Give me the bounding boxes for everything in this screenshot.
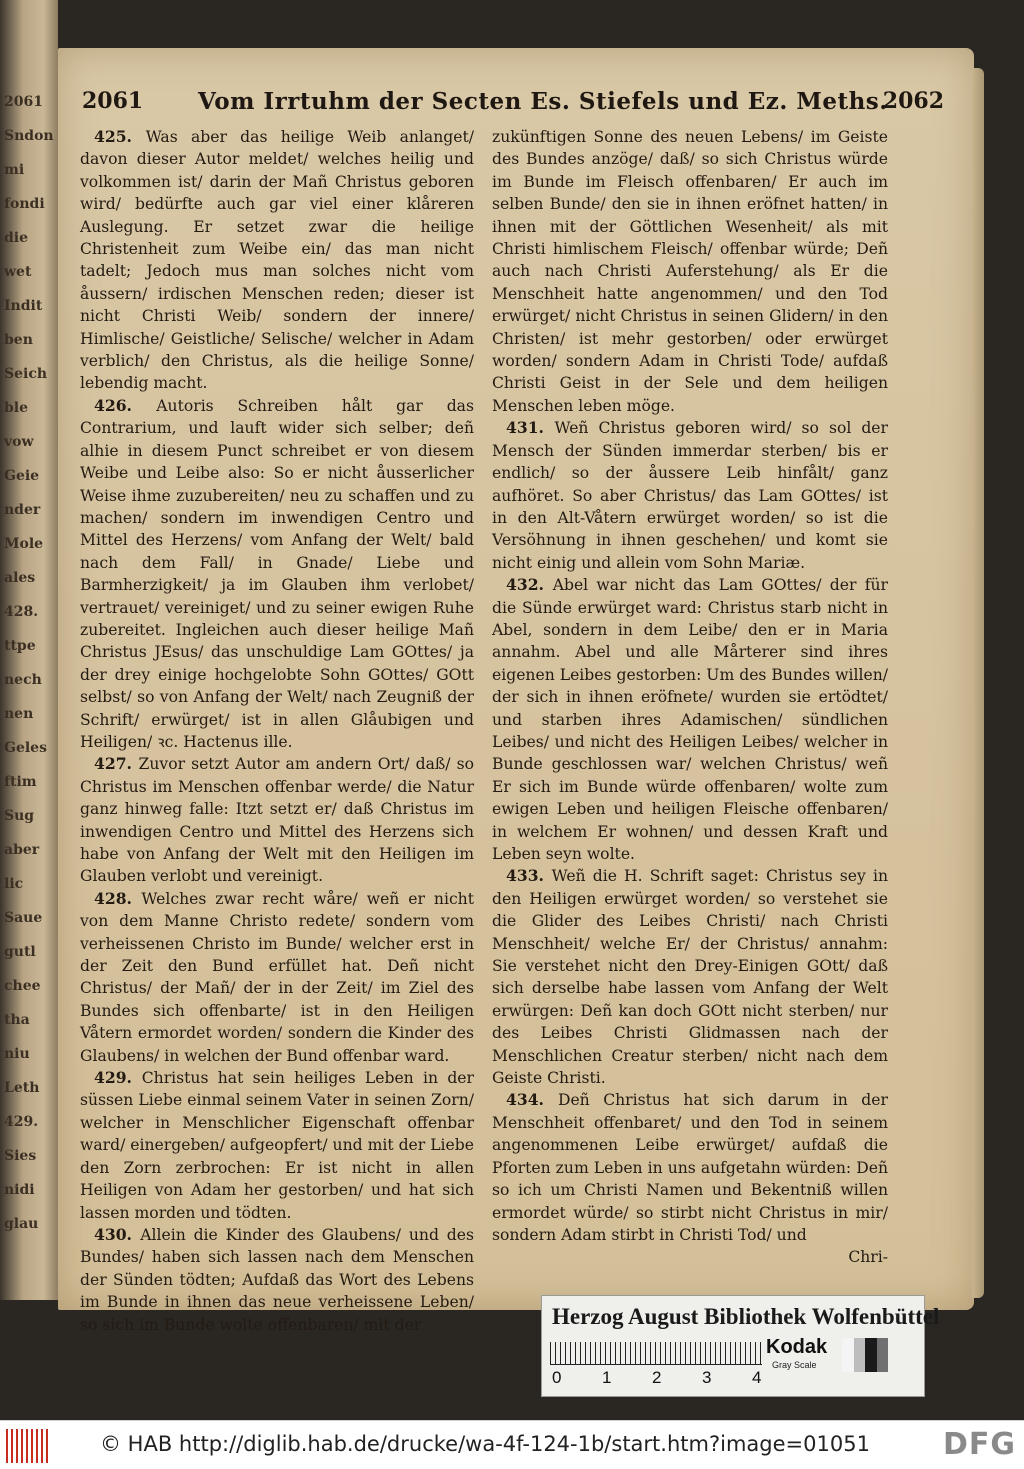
left-page-fragment: ben: [4, 332, 33, 348]
paragraph: [80, 888, 474, 1067]
paragraph: [492, 865, 888, 1089]
left-page-fragment: chee: [4, 978, 41, 994]
paragraph-text: Weñ die H. Schrift saget: Christus sey in den Heiligen erwürget worden/ so verstehet sie die Glider des Leibes Christi/ nach Christi Menschheit/ welche Er/ der Christus/ annahm: Sie verstehet nicht den Drey-Einigen GOtt/ daß sich derselbe habe lassen vom Anfang der Welt erwürgen: Deñ kan doch GOtt nicht sterben/ nur des Leibes Christi Glidmassen nach der Menschlichen Creatur sterben/ nicht nach dem Geiste Christi.: [492, 867, 888, 1088]
paragraph: [492, 417, 888, 574]
library-color-target: [541, 1295, 940, 1397]
left-page-fragment: aber: [4, 842, 40, 858]
page-number-right: 2062: [882, 88, 944, 114]
left-page-fragment: nder: [4, 502, 41, 518]
left-page-fragment: mi: [4, 162, 25, 178]
paragraph-text: Abel war nicht das Lam GOttes/ der für die Sünde erwürget ward: Christus starb nicht in Abel, sondern in dem Leibe/ den er in Maria annahm. Abel und alle Mårterer sind ihres eigenen Leibes gestorben: Um des Bundes willen/ der sich in ihnen eröfnete/ wurden sie ertödtet/ und starben ihres Adamischen/ sündlichen Leibes/ und nicht des Heiligen Leibes/ welcher in Bunde geschlossen war/ welchen Christus/ weñ Er sich im Bunde würde offenbaren/ wolte zum ewigen Leben und heiligen Fleische offenbaren/ in welchem Er wohnen/ und dessen Kraft und Leben seyn wolte.: [492, 576, 888, 863]
ruler-number: 1: [602, 1368, 612, 1387]
left-page-fragment: 428.: [4, 604, 39, 620]
gray-scale-label: Gray Scale: [772, 1360, 817, 1370]
left-page-fragment: Indit: [4, 298, 43, 314]
paragraph-text: Was aber das heilige Weib anlanget/ davon dieser Autor meldet/ welches heilig und volkommen ist/ darin der Mañ Christus geboren wird/ bedürfte auch gar viel einer klåreren Auslegung. Er setzet zwar die heilige Christenheit zum Weibe ein/ das man nicht tadelt; Jedoch mus man solches nicht vom åussern/ irdischen Menschen reden; dieser ist nicht Christi Weib/ sondern der innere/ Himlische/ Geistliche/ Selische/ welcher in Adam verblich/ den Christus, als die heilige Sonne/ lebendig macht.: [80, 128, 474, 393]
ruler-number: 2: [652, 1368, 662, 1387]
left-page-edge: [0, 0, 58, 1300]
ruler-scale: [550, 1342, 762, 1365]
paragraph-number: 431.: [506, 418, 555, 438]
left-page-fragment: 2061: [4, 94, 43, 110]
paragraph-text: Weñ Christus geboren wird/ so sol der Mensch der Sünden immerdar sterben/ bis er endlich/ so der åussere Leib hinfålt/ ganz aufhöret. So aber Christus/ das Lam GOttes/ ist in den Alt-Våtern erwürget worden/ so ist die Versöhnung in ihnen geschehen/ und komt sie nicht einig und allein vom Sohn Mariæ.: [492, 419, 888, 572]
left-page-fragment: Seich: [4, 366, 48, 382]
left-page-fragment: wet: [4, 264, 32, 280]
left-page-fragment: tha: [4, 1012, 30, 1028]
left-page-fragment: lic: [4, 876, 24, 892]
left-page-fragment: 429.: [4, 1114, 39, 1130]
paragraph-text: Christus hat sein heiliges Leben in der süssen Liebe einmal seinem Vater in seinen Zorn/ welcher in Menschlicher Eigenschaft offenbar ward/ einergeben/ aufgeopfert/ und mit der Liebe den Zorn zerbrochen: Er ist nicht in allen Heiligen von Adam her gestorben/ und hat sich lassen morden und tödten.: [80, 1069, 474, 1222]
left-page-fragment: ttpe: [4, 638, 36, 654]
paragraph: [492, 126, 888, 417]
paragraph: [80, 1067, 474, 1224]
paragraph-text: Welches zwar recht wåre/ weñ er nicht von dem Manne Christo redete/ sondern vom verheissenen Christo im Bunde/ welcher erst in der Zeit den Bund erfüllet hat. Deñ nicht Christus/ der Mañ/ der in der Zeit/ im Ziel des Bundes sich offenbarte/ ist in den Heiligen Våtern ermordet worden/ sondern die Kinder des Glaubens/ in welchen der Bund offenbar ward.: [80, 889, 474, 1065]
catchword: Chri-: [848, 1248, 888, 1267]
left-page-fragment: nen: [4, 706, 34, 722]
ruler-number: 3: [702, 1368, 712, 1387]
gray-scale-patches: [842, 1338, 888, 1372]
paragraph-text: Autoris Schreiben hålt gar das Contrarium, und lauft wider sich selber; deñ alhie in diesem Punct schreibet er von diesem Weibe und Leibe also: So er nicht åusserlicher Weise ihme zuzubereiten/ neu zu schaffen und zu machen/ sondern im inwendigen Centro und Mittel des Herzens/ vom Anfang der Welt/ bald nach dem Fall/ in Gnade/ Liebe und Barmherzigkeit/ ja im Glauben ihm verlobet/ vertrauet/ vereiniget/ und zu seiner ewigen Ruhe zubereitet. Ingleichen auch dieser heilige Mañ Christus JEsus/ das unschuldige Lam GOttes/ ja der drey einige hochgelobte Sohn GOttes/ GOtt selbst/ so von Anfang der Welt/ nach Zeugniß der Schrift/ erwürget/ ist in allen Glåubigen und Heiligen/ ꝛc. Hactenus ille.: [80, 396, 474, 751]
left-page-fragment: gutl: [4, 944, 36, 960]
paragraph-text: Zuvor setzt Autor am andern Ort/ daß/ so Christus im Menschen offenbar werde/ die Natur ganz hinweg falle: Itzt setzt er/ daß Christus im inwendigen Centro und Mittel des Herzens sich habe von Anfang der Welt mit den Heiligen im Glauben verlobt und vereinigt.: [80, 755, 474, 886]
paragraph-number: 428.: [94, 888, 142, 908]
kodak-logo: Kodak: [766, 1336, 828, 1358]
copyright-url[interactable]: © HAB http://diglib.hab.de/drucke/wa-4f-124-1b/start.htm?image=01051: [100, 1432, 870, 1456]
left-page-fragment: ftim: [4, 774, 37, 790]
dfg-logo: DFG: [942, 1427, 1016, 1462]
paragraph-number: 433.: [506, 866, 552, 886]
left-page-fragment: glau: [4, 1216, 39, 1232]
left-page-fragment: vow: [4, 434, 34, 450]
left-page-fragment: Geie: [4, 468, 40, 484]
barcode-icon: [6, 1429, 50, 1463]
left-page-fragment: die: [4, 230, 29, 246]
paragraph: [80, 126, 474, 395]
left-page-fragment: Mole: [4, 536, 44, 552]
ruler-number: 0: [552, 1368, 562, 1387]
paragraph-number: 432.: [506, 575, 553, 595]
paragraph-number: 430.: [94, 1224, 141, 1244]
page-number-left: 2061: [82, 88, 144, 114]
page-header: [78, 88, 944, 122]
ruler-number: 4: [752, 1368, 762, 1387]
paragraph-number: 427.: [94, 754, 139, 774]
right-text-column: [492, 126, 888, 1269]
paragraph-text: Deñ Christus hat sich darum in der Menschheit offenbaret/ und den Tod in seinem angenommenen Leibe erwürget/ aufdaß die Pforten zum Leben in uns aufgetahn würden: Deñ so ich um Christi Namen und Bekentniß willen ermordet würde/ so stirbt nicht Christus in mir/ sondern Adam stirbt in Christi Tod/ und: [492, 1091, 888, 1244]
paragraph-number: 429.: [94, 1068, 142, 1088]
gray-patch: [865, 1338, 877, 1372]
left-page-fragment: Sndon: [4, 128, 54, 144]
gray-patch: [842, 1338, 854, 1372]
gray-patch: [854, 1338, 866, 1372]
gray-patch: [877, 1338, 889, 1372]
left-page-fragment: Leth: [4, 1080, 40, 1096]
paragraph-number: 426.: [94, 395, 157, 415]
left-page-fragment: niu: [4, 1046, 30, 1062]
paragraph: [492, 574, 888, 865]
left-page-fragment: Sug: [4, 808, 35, 824]
paragraph: [492, 1089, 888, 1246]
page-edge: [972, 68, 984, 1298]
paragraph-number: 425.: [94, 127, 146, 146]
paragraph: [80, 753, 474, 887]
left-page-fragment: Saue: [4, 910, 43, 926]
paragraph-text: zukünftigen Sonne des neuen Lebens/ im Geiste des Bundes anzöge/ daß/ so sich Christus würde im Bunde im Fleisch offenbaren/ Er auch im selben Bunde/ den sie in ihnen eröfnet hatten/ in ihnen mit der Göttlichen Wesenheit/ als mit Christi himlischem Fleisch/ offenbar würde; Deñ auch nach Christi Auferstehung/ als Er die Menschheit hatte angenommen/ und den Tod erwürget/ nicht Christus in seinen Glidern/ in den Christen/ ist mehr gestorben/ oder erwürget worden/ sondern Adam in Christi Tode/ aufdaß Christi Geist in der Sele und dem heiligen Menschen leben möge.: [492, 128, 888, 415]
left-page-fragment: nech: [4, 672, 42, 688]
left-page-fragment: fondi: [4, 196, 45, 212]
paragraph-text: Allein die Kinder des Glaubens/ und des Bundes/ haben sich lassen nach dem Menschen der Sünden tödten; Aufdaß das Wort des Lebens im Bunde in ihnen das neue verheissene Leben/ so sich im Bunde wolte offenbaren/ mit der: [80, 1225, 474, 1334]
left-page-fragment: Sies: [4, 1148, 37, 1164]
left-page-fragment: nidi: [4, 1182, 35, 1198]
left-text-column: [80, 126, 474, 1336]
viewer-footer: [0, 1420, 1024, 1469]
paragraph-number: 434.: [506, 1090, 558, 1110]
left-page-fragment: Geles: [4, 740, 47, 756]
paragraph: [80, 395, 474, 754]
library-name: Herzog August Bibliothek Wolfenbüttel: [552, 1304, 940, 1329]
running-head: Vom Irrtuhm der Secten Es. Stiefels und Ez. Meths.: [198, 88, 888, 115]
left-page-fragment: ble: [4, 400, 29, 416]
paragraph: [80, 1224, 474, 1336]
left-page-fragment: ales: [4, 570, 36, 586]
